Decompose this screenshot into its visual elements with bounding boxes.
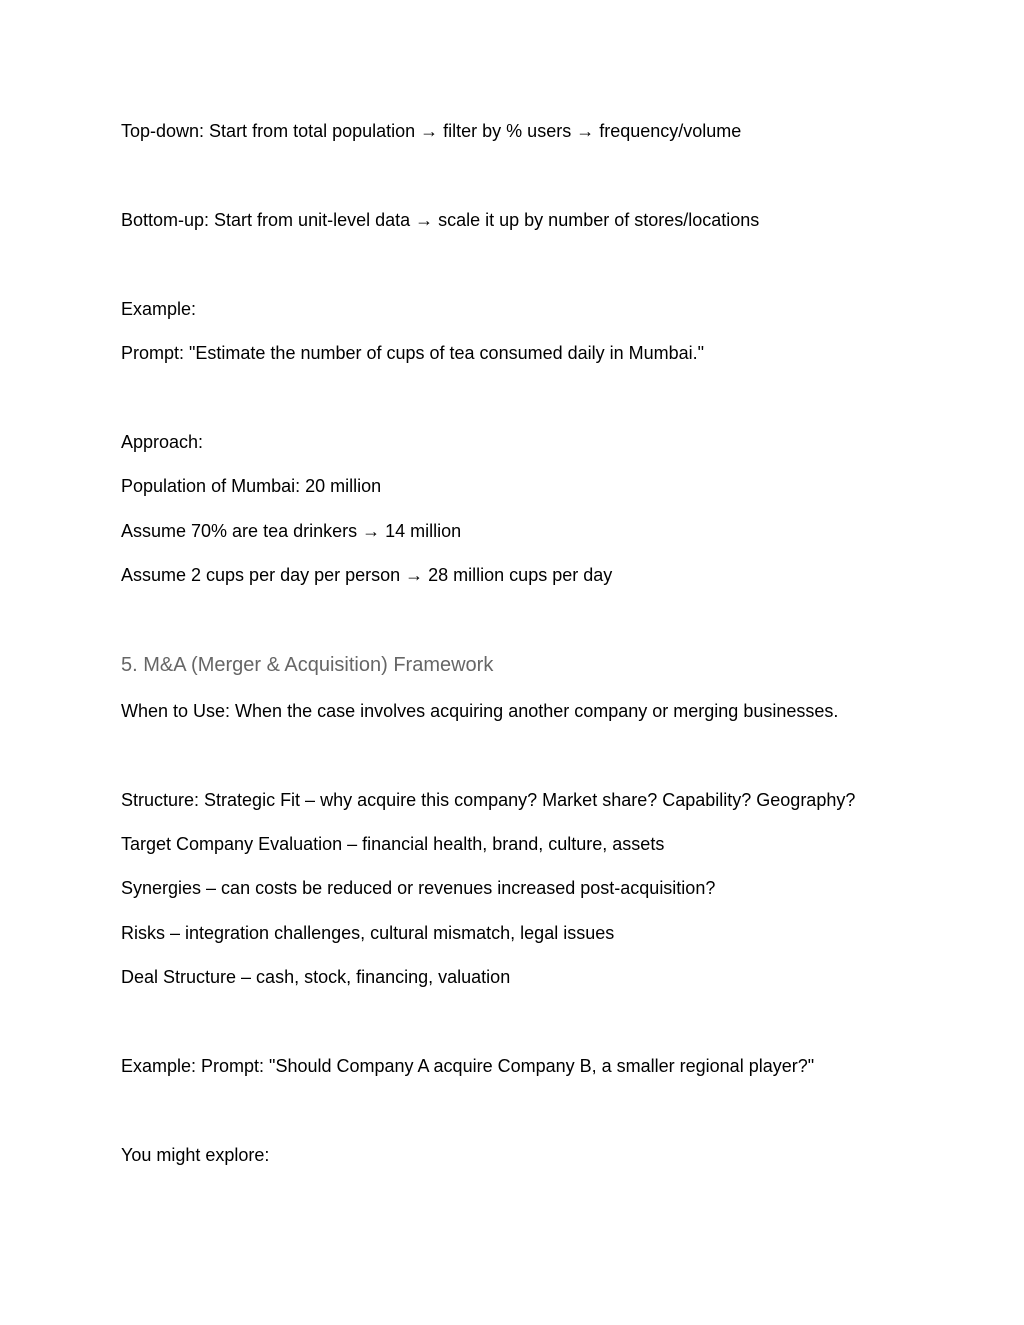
explore-label: You might explore: bbox=[121, 1145, 270, 1165]
ma-example-text: Example: Prompt: "Should Company A acquire Company B, a smaller regional player?" bbox=[121, 1056, 815, 1076]
structure-item: Risks – integration challenges, cultural mismatch, legal issues bbox=[121, 923, 615, 943]
structure-item: Structure: Strategic Fit – why acquire this company? Market share? Capability? Geography? bbox=[121, 790, 856, 810]
approach-step: Assume 70% are tea drinkers → 14 million bbox=[121, 521, 462, 541]
approach-step: Population of Mumbai: 20 million bbox=[121, 476, 382, 496]
example-label: Example: bbox=[121, 299, 197, 319]
structure-item: Deal Structure – cash, stock, financing, valuation bbox=[121, 967, 511, 987]
structure-item: Synergies – can costs be reduced or revenues increased post-acquisition? bbox=[121, 878, 716, 898]
section-heading: 5. M&A (Merger & Acquisition) Framework bbox=[121, 654, 494, 676]
structure-item: Target Company Evaluation – financial health, brand, culture, assets bbox=[121, 834, 665, 854]
when-to-use-text: When to Use: When the case involves acquiring another company or merging businesses. bbox=[121, 701, 839, 721]
top-down-text: Top-down: Start from total population → filter by % users → frequency/volume bbox=[121, 121, 742, 141]
estimation-prompt: Prompt: "Estimate the number of cups of tea consumed daily in Mumbai." bbox=[121, 343, 705, 363]
approach-step: Assume 2 cups per day per person → 28 million cups per day bbox=[121, 565, 613, 585]
bottom-up-text: Bottom-up: Start from unit-level data → scale it up by number of stores/locations bbox=[121, 210, 760, 230]
approach-label: Approach: bbox=[121, 432, 204, 452]
